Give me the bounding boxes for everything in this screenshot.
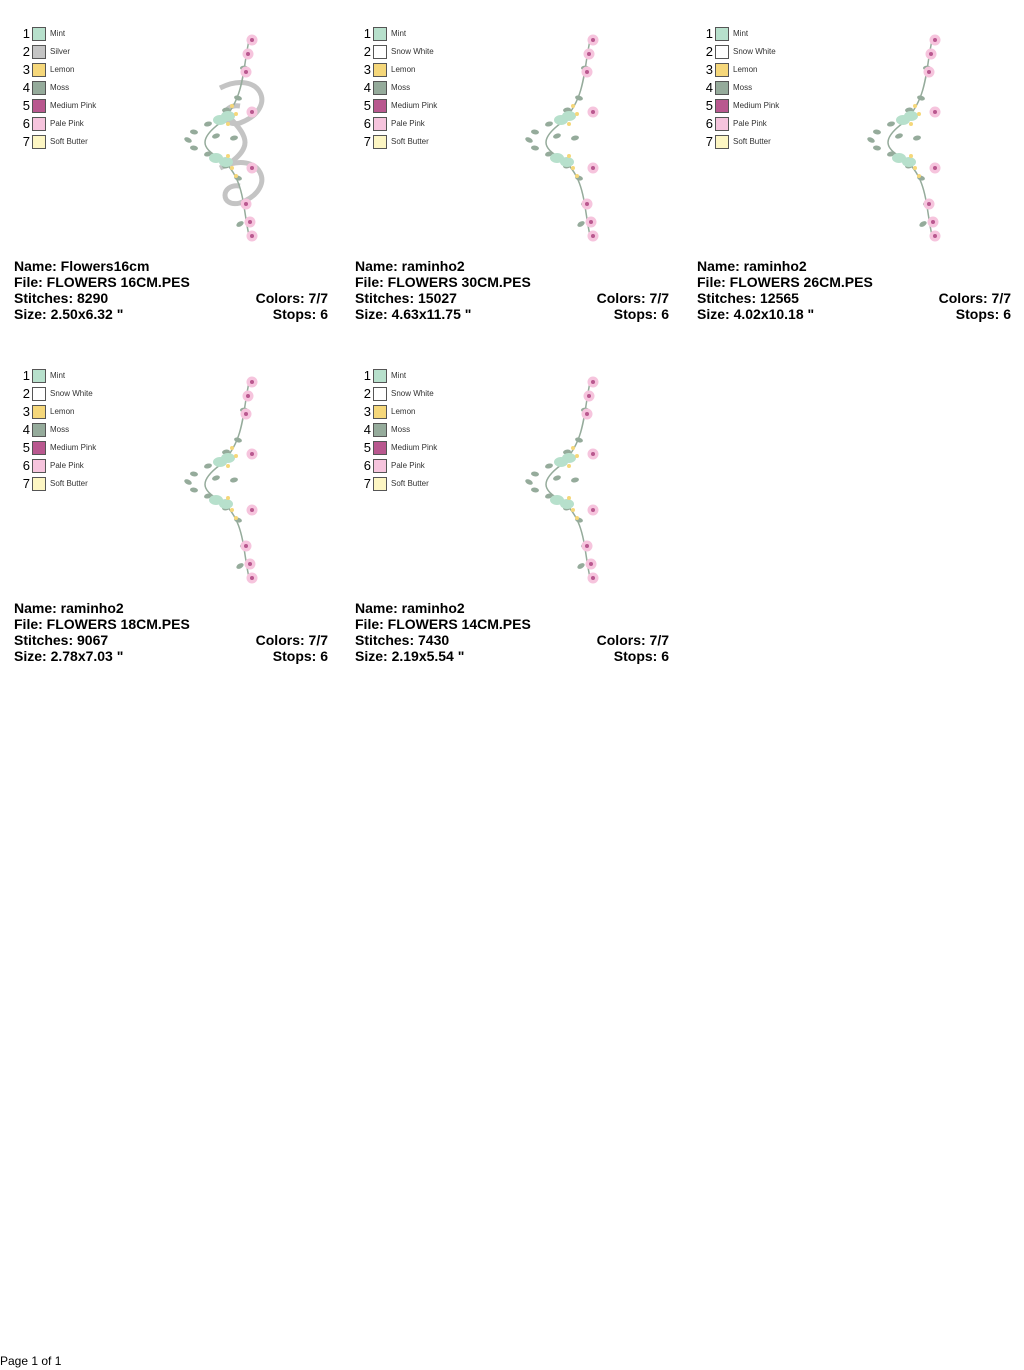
thread-name: Soft Butter bbox=[733, 137, 771, 146]
palette-index: 1 bbox=[363, 368, 371, 383]
design-size: Size: 4.02x10.18 " bbox=[697, 306, 815, 322]
palette-index: 3 bbox=[22, 404, 30, 419]
palette-index: 5 bbox=[363, 98, 371, 113]
color-swatch bbox=[373, 441, 387, 455]
thread-name: Lemon bbox=[391, 407, 416, 416]
palette-row bbox=[20, 422, 140, 440]
floral-garland bbox=[524, 35, 598, 242]
thread-name: Moss bbox=[50, 83, 70, 92]
palette-row bbox=[361, 98, 481, 116]
embroidery-design-preview bbox=[521, 28, 611, 244]
palette-row bbox=[20, 476, 140, 494]
stop-count: Stops: 6 bbox=[272, 306, 328, 322]
palette-row bbox=[361, 404, 481, 422]
pink-flowers bbox=[241, 377, 258, 584]
stitch-count: Stitches: 9067 bbox=[14, 632, 109, 648]
pink-flowers bbox=[582, 35, 599, 242]
pink-flowers bbox=[924, 35, 941, 242]
color-swatch bbox=[32, 477, 46, 491]
thread-name: Silver bbox=[50, 47, 71, 56]
design-name: Name: raminho2 bbox=[355, 600, 465, 616]
design-size: Size: 2.50x6.32 " bbox=[14, 306, 124, 322]
palette-index: 2 bbox=[363, 44, 371, 59]
color-swatch bbox=[32, 135, 46, 149]
color-swatch bbox=[373, 459, 387, 473]
palette-row bbox=[361, 116, 481, 134]
thread-name: Medium Pink bbox=[50, 101, 97, 110]
thread-name: Snow White bbox=[391, 389, 434, 398]
palette-row bbox=[703, 116, 823, 134]
design-name: Name: raminho2 bbox=[697, 258, 807, 274]
thread-name: Soft Butter bbox=[50, 137, 88, 146]
palette-index: 5 bbox=[705, 98, 713, 113]
thread-name: Pale Pink bbox=[733, 119, 767, 128]
palette-index: 3 bbox=[363, 62, 371, 77]
color-swatch bbox=[373, 387, 387, 401]
thread-palette bbox=[361, 368, 481, 494]
palette-index: 3 bbox=[363, 404, 371, 419]
palette-row bbox=[361, 368, 481, 386]
thread-name: Mint bbox=[50, 29, 66, 38]
palette-row bbox=[703, 62, 823, 80]
palette-index: 2 bbox=[363, 386, 371, 401]
color-count: Colors: 7/7 bbox=[938, 290, 1011, 306]
floral-garland bbox=[524, 377, 598, 584]
palette-row bbox=[20, 80, 140, 98]
leaves bbox=[183, 407, 248, 570]
color-swatch bbox=[373, 99, 387, 113]
palette-index: 2 bbox=[705, 44, 713, 59]
color-swatch bbox=[32, 99, 46, 113]
design-info bbox=[14, 258, 328, 322]
silver-swirls bbox=[220, 83, 262, 204]
color-swatch bbox=[715, 135, 729, 149]
design-card bbox=[355, 368, 675, 678]
palette-row bbox=[361, 80, 481, 98]
thread-name: Lemon bbox=[733, 65, 758, 74]
color-swatch bbox=[373, 477, 387, 491]
palette-row bbox=[20, 62, 140, 80]
design-card bbox=[697, 26, 1017, 336]
palette-row bbox=[361, 422, 481, 440]
leaves bbox=[524, 407, 589, 570]
color-count: Colors: 7/7 bbox=[596, 290, 669, 306]
design-file: File: FLOWERS 18CM.PES bbox=[14, 616, 190, 632]
embroidery-design-preview bbox=[180, 370, 270, 586]
palette-index: 1 bbox=[22, 26, 30, 41]
palette-index: 5 bbox=[363, 440, 371, 455]
color-swatch bbox=[373, 81, 387, 95]
palette-index: 1 bbox=[22, 368, 30, 383]
palette-row bbox=[361, 458, 481, 476]
thread-name: Lemon bbox=[391, 65, 416, 74]
pink-flowers bbox=[582, 377, 599, 584]
palette-row bbox=[20, 404, 140, 422]
design-name: Name: raminho2 bbox=[355, 258, 465, 274]
leaves bbox=[866, 65, 931, 228]
color-count: Colors: 7/7 bbox=[596, 632, 669, 648]
palette-index: 4 bbox=[22, 80, 30, 95]
color-swatch bbox=[32, 27, 46, 41]
embroidery-design-preview bbox=[863, 28, 953, 244]
palette-row bbox=[20, 116, 140, 134]
color-swatch bbox=[373, 27, 387, 41]
thread-name: Snow White bbox=[733, 47, 776, 56]
color-swatch bbox=[715, 99, 729, 113]
palette-row bbox=[20, 386, 140, 404]
palette-row bbox=[20, 458, 140, 476]
color-swatch bbox=[715, 45, 729, 59]
palette-index: 5 bbox=[22, 440, 30, 455]
stitch-count: Stitches: 8290 bbox=[14, 290, 109, 306]
palette-index: 4 bbox=[363, 422, 371, 437]
color-swatch bbox=[373, 63, 387, 77]
color-swatch bbox=[32, 387, 46, 401]
thread-name: Mint bbox=[733, 29, 749, 38]
thread-name: Medium Pink bbox=[391, 443, 438, 452]
palette-index: 7 bbox=[22, 134, 30, 149]
color-count: Colors: 7/7 bbox=[255, 290, 328, 306]
design-size: Size: 2.78x7.03 " bbox=[14, 648, 124, 664]
design-file: File: FLOWERS 30CM.PES bbox=[355, 274, 531, 290]
thread-name: Mint bbox=[50, 371, 66, 380]
design-size: Size: 2.19x5.54 " bbox=[355, 648, 465, 664]
page-footer: Page 1 of 1 bbox=[0, 1354, 62, 1368]
color-swatch bbox=[32, 117, 46, 131]
thread-name: Lemon bbox=[50, 65, 75, 74]
palette-row bbox=[703, 44, 823, 62]
palette-index: 6 bbox=[363, 116, 371, 131]
color-swatch bbox=[373, 369, 387, 383]
palette-index: 1 bbox=[705, 26, 713, 41]
color-swatch bbox=[32, 459, 46, 473]
palette-row bbox=[703, 134, 823, 152]
design-file: File: FLOWERS 26CM.PES bbox=[697, 274, 873, 290]
thread-name: Soft Butter bbox=[391, 137, 429, 146]
thread-name: Snow White bbox=[50, 389, 93, 398]
design-card bbox=[355, 26, 675, 336]
color-swatch bbox=[32, 81, 46, 95]
color-swatch bbox=[715, 117, 729, 131]
thread-name: Soft Butter bbox=[50, 479, 88, 488]
palette-row bbox=[361, 44, 481, 62]
design-name: Name: Flowers16cm bbox=[14, 258, 150, 274]
stop-count: Stops: 6 bbox=[955, 306, 1011, 322]
stitch-count: Stitches: 12565 bbox=[697, 290, 799, 306]
design-file: File: FLOWERS 14CM.PES bbox=[355, 616, 531, 632]
floral-garland bbox=[866, 35, 940, 242]
stitch-count: Stitches: 15027 bbox=[355, 290, 457, 306]
palette-index: 6 bbox=[705, 116, 713, 131]
color-swatch bbox=[715, 81, 729, 95]
palette-row bbox=[20, 26, 140, 44]
stop-count: Stops: 6 bbox=[613, 306, 669, 322]
color-swatch bbox=[32, 369, 46, 383]
thread-name: Pale Pink bbox=[391, 119, 425, 128]
color-count: Colors: 7/7 bbox=[255, 632, 328, 648]
embroidery-design-preview bbox=[180, 28, 270, 244]
thread-name: Moss bbox=[733, 83, 753, 92]
palette-index: 7 bbox=[705, 134, 713, 149]
thread-palette bbox=[20, 368, 140, 494]
palette-row bbox=[361, 386, 481, 404]
embroidery-design-preview bbox=[521, 370, 611, 586]
palette-index: 6 bbox=[363, 458, 371, 473]
color-swatch bbox=[715, 27, 729, 41]
palette-row bbox=[361, 26, 481, 44]
palette-index: 3 bbox=[705, 62, 713, 77]
palette-index: 7 bbox=[22, 476, 30, 491]
palette-row bbox=[361, 440, 481, 458]
thread-name: Mint bbox=[391, 371, 407, 380]
floral-garland bbox=[183, 35, 261, 242]
leaves bbox=[524, 65, 589, 228]
design-file: File: FLOWERS 16CM.PES bbox=[14, 274, 190, 290]
thread-name: Lemon bbox=[50, 407, 75, 416]
color-swatch bbox=[32, 45, 46, 59]
palette-row bbox=[20, 98, 140, 116]
palette-row bbox=[20, 134, 140, 152]
palette-index: 5 bbox=[22, 98, 30, 113]
palette-index: 3 bbox=[22, 62, 30, 77]
palette-index: 7 bbox=[363, 476, 371, 491]
thread-name: Medium Pink bbox=[733, 101, 780, 110]
thread-name: Pale Pink bbox=[50, 119, 84, 128]
thread-name: Soft Butter bbox=[391, 479, 429, 488]
color-swatch bbox=[32, 63, 46, 77]
thread-name: Pale Pink bbox=[391, 461, 425, 470]
floral-garland bbox=[183, 377, 257, 584]
color-swatch bbox=[715, 63, 729, 77]
design-size: Size: 4.63x11.75 " bbox=[355, 306, 472, 322]
palette-index: 7 bbox=[363, 134, 371, 149]
thread-name: Snow White bbox=[391, 47, 434, 56]
palette-row bbox=[703, 80, 823, 98]
thread-name: Medium Pink bbox=[50, 443, 97, 452]
thread-palette bbox=[703, 26, 823, 152]
color-swatch bbox=[373, 117, 387, 131]
color-swatch bbox=[32, 423, 46, 437]
palette-index: 2 bbox=[22, 44, 30, 59]
thread-name: Moss bbox=[391, 83, 411, 92]
stop-count: Stops: 6 bbox=[613, 648, 669, 664]
design-name: Name: raminho2 bbox=[14, 600, 124, 616]
design-info bbox=[355, 258, 669, 322]
thread-name: Moss bbox=[391, 425, 411, 434]
stop-count: Stops: 6 bbox=[272, 648, 328, 664]
palette-index: 4 bbox=[363, 80, 371, 95]
palette-index: 4 bbox=[705, 80, 713, 95]
thread-name: Mint bbox=[391, 29, 407, 38]
design-info bbox=[355, 600, 669, 664]
palette-row bbox=[20, 44, 140, 62]
design-card bbox=[14, 26, 334, 336]
color-swatch bbox=[373, 135, 387, 149]
palette-row bbox=[703, 98, 823, 116]
color-swatch bbox=[373, 423, 387, 437]
thread-palette bbox=[20, 26, 140, 152]
palette-index: 2 bbox=[22, 386, 30, 401]
palette-index: 6 bbox=[22, 458, 30, 473]
thread-name: Pale Pink bbox=[50, 461, 84, 470]
design-info bbox=[697, 258, 1011, 322]
design-info bbox=[14, 600, 328, 664]
thread-name: Medium Pink bbox=[391, 101, 438, 110]
palette-row bbox=[20, 368, 140, 386]
color-swatch bbox=[373, 45, 387, 59]
thread-palette bbox=[361, 26, 481, 152]
palette-row bbox=[703, 26, 823, 44]
palette-index: 4 bbox=[22, 422, 30, 437]
thread-name: Moss bbox=[50, 425, 70, 434]
color-swatch bbox=[32, 405, 46, 419]
color-swatch bbox=[373, 405, 387, 419]
design-card bbox=[14, 368, 334, 678]
stitch-count: Stitches: 7430 bbox=[355, 632, 450, 648]
palette-row bbox=[20, 440, 140, 458]
palette-row bbox=[361, 134, 481, 152]
color-swatch bbox=[32, 441, 46, 455]
palette-index: 6 bbox=[22, 116, 30, 131]
palette-index: 1 bbox=[363, 26, 371, 41]
palette-row bbox=[361, 476, 481, 494]
palette-row bbox=[361, 62, 481, 80]
